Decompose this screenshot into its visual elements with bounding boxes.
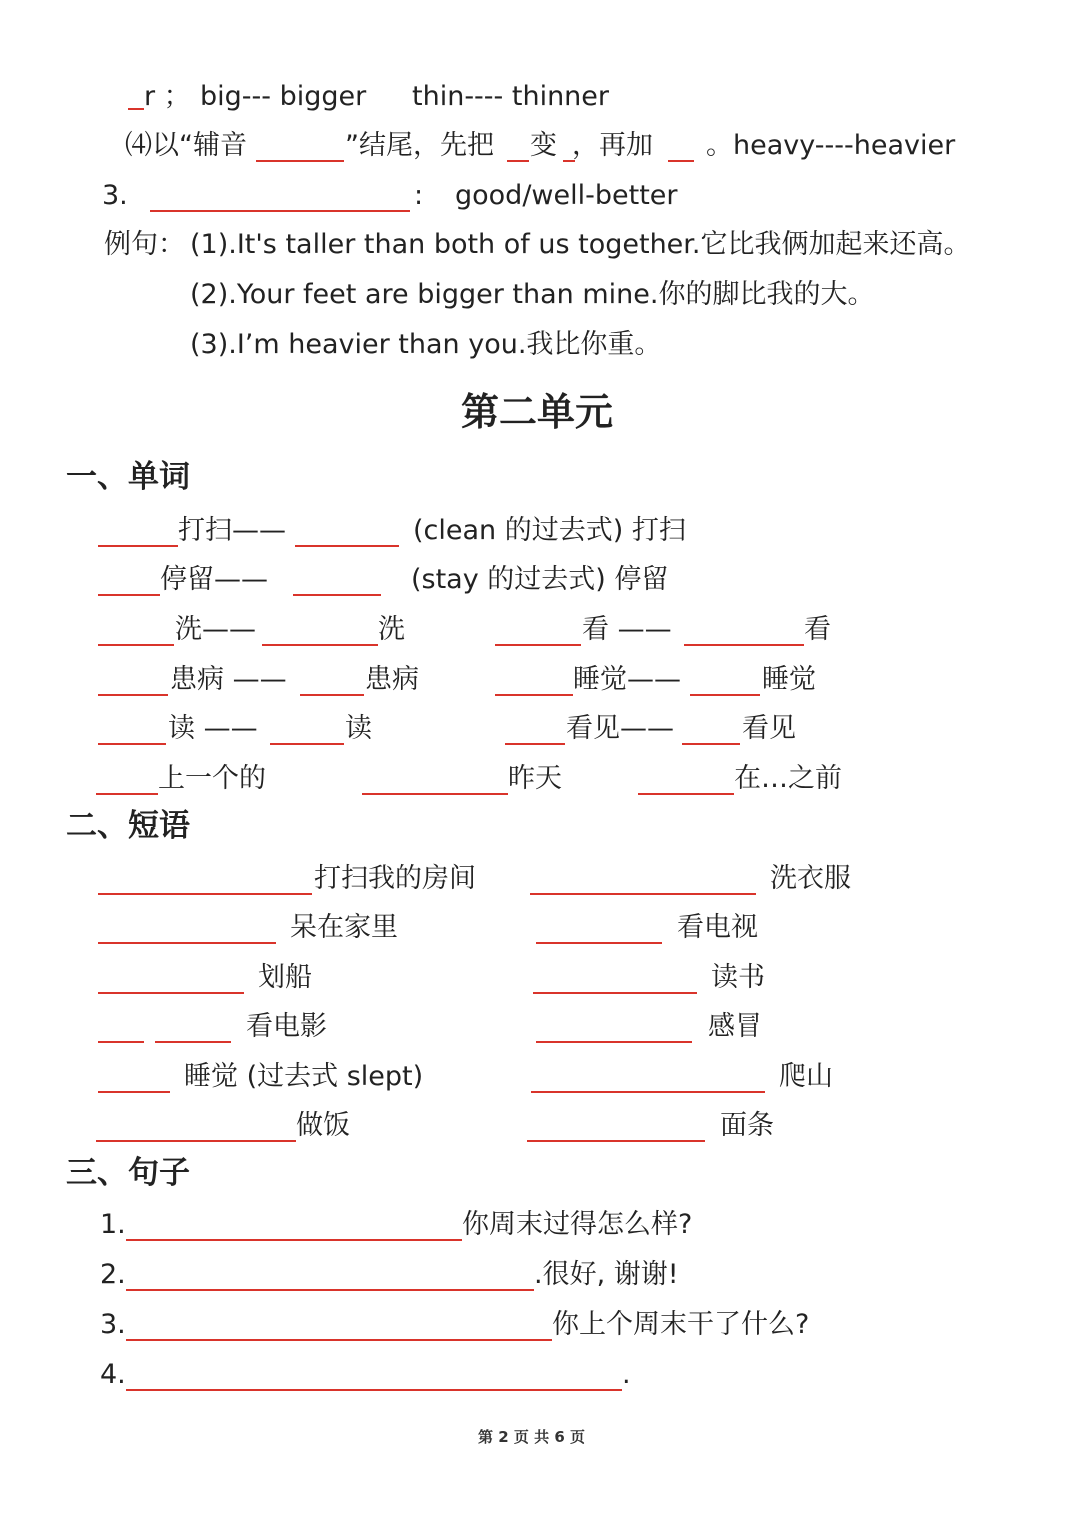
blank-line[interactable]	[98, 1041, 144, 1043]
colon: :	[414, 180, 424, 211]
phrase-hint: 面条	[720, 1110, 774, 1141]
word-hint: 洗——	[175, 614, 256, 645]
phrase-hint: 看电视	[677, 912, 758, 943]
blank-line[interactable]	[530, 893, 756, 895]
blank-line[interactable]	[126, 1389, 622, 1391]
blank-line[interactable]	[682, 743, 740, 745]
word-hint: (clean 的过去式) 打扫	[413, 515, 686, 546]
example-text: thin---- thinner	[412, 81, 610, 112]
example-sentence: (2).Your feet are bigger than mine.你的脚比我的大。	[190, 279, 875, 310]
phrase-hint: 划船	[258, 962, 312, 993]
blank-line[interactable]	[262, 644, 378, 646]
blank-line[interactable]	[256, 160, 344, 162]
examples-label: 例句：	[104, 229, 185, 260]
blank-line[interactable]	[150, 210, 410, 212]
blank-line[interactable]	[536, 942, 662, 944]
phrase-hint: 读书	[711, 962, 765, 993]
sentence-hint: 你周末过得怎么样?	[462, 1209, 693, 1240]
word-hint: 看	[804, 614, 831, 645]
blank-line[interactable]	[270, 743, 344, 745]
section-heading: 二、短语	[66, 808, 190, 844]
blank-line[interactable]	[507, 160, 529, 162]
word-hint: 读 ——	[168, 713, 258, 744]
rule-text: r ；	[144, 81, 191, 112]
blank-line[interactable]	[98, 743, 166, 745]
phrase-hint: 睡觉 (过去式 slept)	[184, 1061, 424, 1092]
sentence-number: 2.	[100, 1259, 126, 1290]
blank-line[interactable]	[96, 793, 158, 795]
blank-line[interactable]	[531, 1091, 765, 1093]
word-hint: 打扫——	[178, 515, 286, 546]
blank-line[interactable]	[126, 1339, 552, 1341]
blank-line[interactable]	[98, 594, 160, 596]
blank-line[interactable]	[495, 694, 573, 696]
blank-line[interactable]	[98, 992, 244, 994]
word-hint: 患病 ——	[170, 664, 287, 695]
blank-line[interactable]	[293, 594, 381, 596]
word-hint: 上一个的	[158, 763, 266, 794]
blank-line[interactable]	[638, 793, 734, 795]
phrase-hint: 打扫我的房间	[314, 863, 476, 894]
rule-text: 。heavy----heavier	[706, 130, 956, 161]
rule-text: ”结尾，先把	[345, 130, 494, 161]
example-sentence: (1).It's taller than both of us together.它比我俩加起来还高。	[190, 229, 971, 260]
word-hint: 看 ——	[582, 614, 672, 645]
word-hint: 睡觉——	[573, 664, 681, 695]
example-text: big--- bigger	[200, 81, 367, 112]
blank-line[interactable]	[505, 743, 565, 745]
blank-line[interactable]	[684, 644, 804, 646]
blank-line[interactable]	[527, 1140, 705, 1142]
section-heading: 三、句子	[66, 1155, 190, 1191]
blank-line[interactable]	[98, 893, 312, 895]
word-hint: 读	[345, 713, 372, 744]
word-hint: (stay 的过去式) 停留	[411, 564, 669, 595]
word-hint: 洗	[378, 614, 405, 645]
blank-line[interactable]	[98, 644, 174, 646]
word-hint: 昨天	[508, 763, 562, 794]
blank-line[interactable]	[668, 160, 694, 162]
blank-line[interactable]	[536, 1041, 692, 1043]
rule-text: ，再加	[572, 130, 653, 161]
blank-line[interactable]	[495, 644, 581, 646]
word-hint: 看见	[742, 713, 796, 744]
word-hint: 睡觉	[762, 664, 816, 695]
example-sentence: (3).I’m heavier than you.我比你重。	[190, 329, 662, 360]
blank-line[interactable]	[98, 545, 178, 547]
sentence-hint: .很好, 谢谢!	[534, 1259, 679, 1290]
sentence-hint: .	[622, 1359, 631, 1390]
blank-line[interactable]	[690, 694, 760, 696]
blank-line[interactable]	[98, 1091, 170, 1093]
phrase-hint: 洗衣服	[770, 863, 851, 894]
phrase-hint: 爬山	[779, 1061, 833, 1092]
phrase-hint: 做饭	[296, 1110, 350, 1141]
blank-line[interactable]	[533, 992, 697, 994]
blank-line[interactable]	[128, 108, 144, 110]
word-hint: 在…之前	[734, 763, 842, 794]
blank-line[interactable]	[295, 545, 399, 547]
blank-line[interactable]	[362, 793, 508, 795]
sentence-number: 1.	[100, 1209, 126, 1240]
word-hint: 停留——	[160, 564, 268, 595]
blank-line[interactable]	[300, 694, 364, 696]
sentence-hint: 你上个周末干了什么?	[552, 1309, 810, 1340]
page-number: 第 2 页 共 6 页	[478, 1428, 585, 1446]
example-text: good/well-better	[455, 180, 678, 211]
blank-line[interactable]	[155, 1041, 231, 1043]
item-number: 3.	[102, 180, 128, 211]
sentence-number: 3.	[100, 1309, 126, 1340]
blank-line[interactable]	[126, 1289, 534, 1291]
rule-text: 变	[530, 130, 557, 161]
phrase-hint: 呆在家里	[290, 912, 398, 943]
blank-line[interactable]	[98, 694, 168, 696]
blank-line[interactable]	[96, 1140, 296, 1142]
rule-text: ⑷以“辅音	[125, 130, 247, 161]
phrase-hint: 看电影	[246, 1011, 327, 1042]
unit-title: 第二单元	[461, 390, 614, 434]
sentence-number: 4.	[100, 1359, 126, 1390]
section-heading: 一、单词	[66, 459, 190, 495]
word-hint: 看见——	[566, 713, 674, 744]
blank-line[interactable]	[126, 1239, 462, 1241]
word-hint: 患病	[365, 664, 419, 695]
blank-line[interactable]	[98, 942, 276, 944]
phrase-hint: 感冒	[708, 1011, 762, 1042]
